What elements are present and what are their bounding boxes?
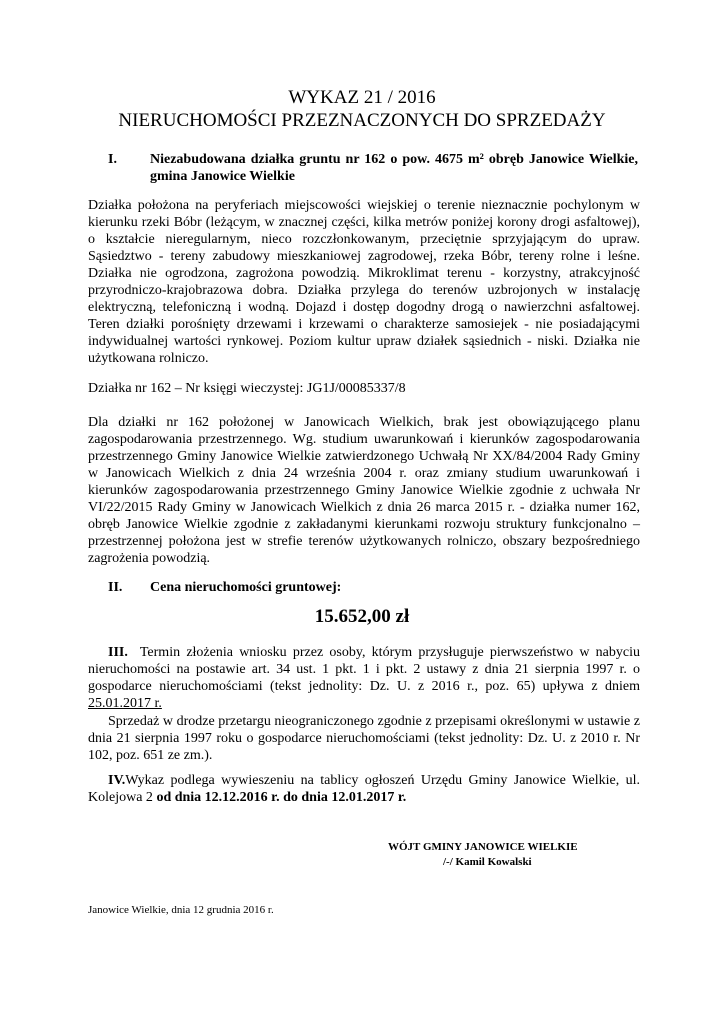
section-4-number: IV. [108,773,126,788]
document-subtitle: NIERUCHOMOŚCI PRZEZNACZONYCH DO SPRZEDAŻY [118,110,606,131]
section-2-number: II. [108,580,123,595]
section-4-paragraph [88,772,640,806]
section-2-heading: Cena nieruchomości gruntowej: [150,580,342,595]
posting-period: od dnia 12.12.2016 r. do dnia 12.01.2017 r. [156,790,407,805]
signature-name: /-/ Kamil Kowalski [443,856,532,868]
section-4-text: Wykaz podlega wywieszeniu na tablicy ogłoszeń Urzędu Gminy Janowice Wielkie, ul. Kolejowa 2 [88,773,640,805]
section-3-text: Termin złożenia wniosku przez osoby, którym przysługuje pierwszeństwo w nabyciu nieruchomości na postawie art. 34 ust. 1 pkt. 1 i pkt. 2 ustawy z dnia 21 sierpnia 1997 r. o gospodarce nieruchomościami (tekst jednolity: Dz. U. z 2016 r., poz. 65) upływa z dniem [88,645,640,694]
footer-place-date: Janowice Wielkie, dnia 12 grudnia 2016 r. [88,904,274,916]
sale-paragraph [88,713,640,764]
plot-description: Działka położona na peryferiach miejscowości wiejskiej o terenie nieznacznie pochylonym w kierunku rzeki Bóbr (leżącym, w znacznej części, kilka metrów poniżej korony drogi asfaltowej), o kształcie nieregularnym, nieco rozczłonkowanym, przeciętnie sprzyjającym do upraw. Sąsiedztwo - tereny zabudowy mieszkaniowej zagrodowej, rzeka Bóbr, tereny rolne i leśne. Działka nie ogrodzona, zagrożona powodzią. Mikroklimat terenu - korzystny, atrakcyjność przyrodniczo-krajobrazowa dobra. Działka przylega do terenów uzbrojonych w instalację elektryczną, telefoniczną i wodną. Dojazd i dostęp dogodny drogą o nawierzchni asfaltowej. Teren działki porośnięty drzewami i krzewami o charakterze samosiejek - nie posiadającymi indywidualnej wartości rynkowej. Poziom kultur upraw działek sąsiednich - niski. Działka nie użytkowana rolniczo. [88,198,640,366]
signature-title: WÓJT GMINY JANOWICE WIELKIE [388,841,578,853]
price-value: 15.652,00 zł [314,606,410,627]
document-title: WYKAZ 21 / 2016 [288,87,436,108]
section-1-number: I. [108,152,117,167]
section-1-heading: Niezabudowana działka gruntu nr 162 o pow. 4675 m² obręb Janowice Wielkie, gmina Janowice Wielkie [150,152,638,184]
section-3-number: III. [108,645,128,660]
land-register-line: Działka nr 162 – Nr księgi wieczystej: JG1J/00085337/8 [88,381,406,396]
planning-paragraph: Dla działki nr 162 położonej w Janowicach Wielkich, brak jest obowiązującego planu zagospodarowania przestrzennego. Wg. studium uwarunkowań i kierunków zagospodarowania przestrzennego Gminy Janowice Wielkie zatwierdzonego Uchwałą Nr XX/84/2004 Rady Gminy w Janowicach Wielkich z dnia 24 września 2004 r. oraz zmiany studium uwarunkowań i kierunków zagospodarowania przestrzennego Gminy Janowice Wielkie zgodnie z uchwała Nr VI/22/2015 Rady Gminy w Janowicach Wielkich z dnia 26 marca 2015 r. - działka numer 162, obręb Janowice Wielkie zgodnie z zakładanymi kierunkami rozwoju struktury funkcjonalno – przestrzennej położona jest w strefie terenów użytkowanych rolniczo, obszary bezpośredniego zagrożenia powodzią. [88,415,640,566]
sale-text: Sprzedaż w drodze przetargu nieograniczonego zgodnie z przepisami określonymi w ustawie z dnia 21 sierpnia 1997 roku o gospodarce nieruchomościami (tekst jednolity: Dz. U. z 2010 r. Nr 102, poz. 651 ze zm.). [88,714,640,763]
section-3-paragraph [88,644,640,712]
deadline-date: 25.01.2017 r. [88,696,162,711]
